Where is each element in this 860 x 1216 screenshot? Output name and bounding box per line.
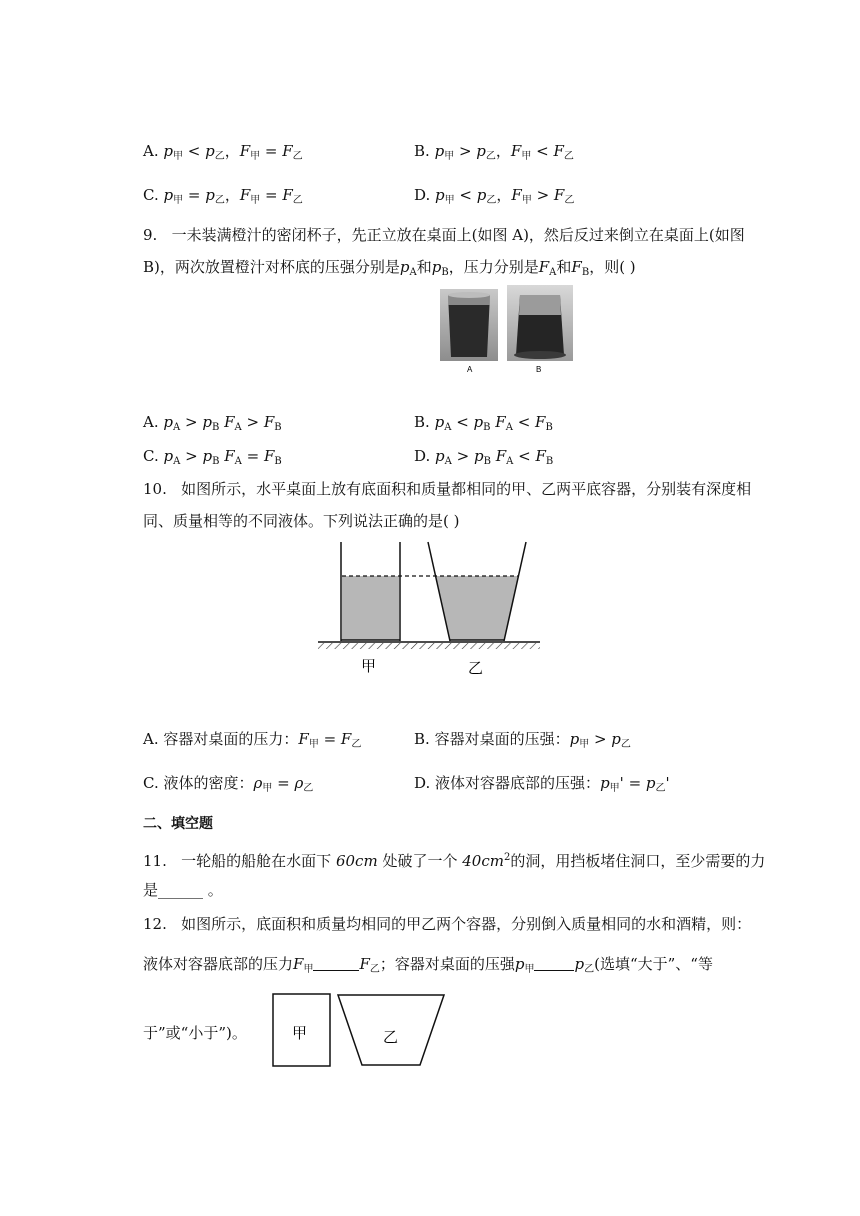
q8-option-b: B. $p_甲 > p_乙$，$F_甲 < F_乙$ bbox=[414, 142, 574, 162]
figure-label-a: A bbox=[467, 365, 473, 374]
q9-stem-line2: B)，两次放置橙汁对杯底的压强分别是$p_A$和$p_B$，压力分别是$F_A$和$F_B$，则( ) bbox=[143, 258, 636, 278]
q10-stem-line2: 同、质量相等的不同液体。下列说法正确的是( ) bbox=[143, 512, 460, 530]
q8-option-a: A. $p_甲 < p_乙$，$F_甲 = F_乙$ bbox=[143, 142, 303, 162]
q11-stem-line2: 是______ 。 bbox=[143, 881, 223, 899]
label-jia-q12: 甲 bbox=[292, 1024, 308, 1042]
q10-option-d: D. 液体对容器底部的压强：$p_甲' = p_乙'$ bbox=[414, 774, 670, 794]
figure-label-b: B bbox=[536, 365, 542, 374]
section-title-fill-in: 二、填空题 bbox=[143, 816, 213, 832]
q12-containers-figure bbox=[270, 992, 450, 1068]
q10-stem-line1: 10. 如图所示，水平桌面上放有底面积和质量都相同的甲、乙两平底容器，分别装有深度相 bbox=[143, 480, 752, 498]
q9-option-d: D. $p_A > p_B$ $F_A < F_B$ bbox=[414, 447, 554, 467]
label-yi-q12: 乙 bbox=[383, 1028, 399, 1046]
q10-option-c: C. 液体的密度：$\rho_甲 = \rho_乙$ bbox=[143, 774, 314, 794]
q11-stem-line1: 11. 一轮船的船舱在水面下 60cm 处破了一个 $40cm^2$的洞，用挡板堵住洞口，至少需要的力 bbox=[143, 852, 766, 870]
q10-option-a: A. 容器对桌面的压力：$F_甲 = F_乙$ bbox=[143, 730, 362, 750]
q12-blank-1[interactable] bbox=[313, 954, 359, 971]
liquid-jia bbox=[342, 576, 399, 640]
q10-containers-figure bbox=[318, 538, 540, 680]
q12-stem-line3: 于”或“小于”)。 bbox=[143, 1024, 247, 1042]
q9-option-b: B. $p_A < p_B$ $F_A < F_B$ bbox=[414, 413, 553, 433]
q10-option-b: B. 容器对桌面的压强：$p_甲 > p_乙$ bbox=[414, 730, 631, 750]
q8-option-c: C. $p_甲 = p_乙$，$F_甲 = F_乙$ bbox=[143, 186, 303, 206]
q12-stem-line1: 12. 如图所示，底面积和质量均相同的甲乙两个容器，分别倒入质量相同的水和酒精，则： bbox=[143, 915, 752, 933]
q9-stem-line1: 9. 一未装满橙汁的密闭杯子，先正立放在桌面上(如图 A)，然后反过来倒立在桌面上(如图 bbox=[143, 226, 745, 244]
label-jia: 甲 bbox=[361, 657, 377, 675]
q12-stem-line2: 液体对容器底部的压力$F_甲$ $F_乙$；容器对桌面的压强$p_甲$ $p_乙$(选填“大于”、“等 bbox=[143, 955, 713, 975]
q9-option-c: C. $p_A > p_B$ $F_A = F_B$ bbox=[143, 447, 282, 467]
label-yi: 乙 bbox=[468, 659, 484, 677]
q9-cups-figure bbox=[440, 285, 575, 377]
q8-option-d: D. $p_甲 < p_乙$，$F_甲 > F_乙$ bbox=[414, 186, 575, 206]
q12-blank-2[interactable] bbox=[534, 954, 574, 971]
q9-option-a: A. $p_A > p_B$ $F_A > F_B$ bbox=[143, 413, 282, 433]
